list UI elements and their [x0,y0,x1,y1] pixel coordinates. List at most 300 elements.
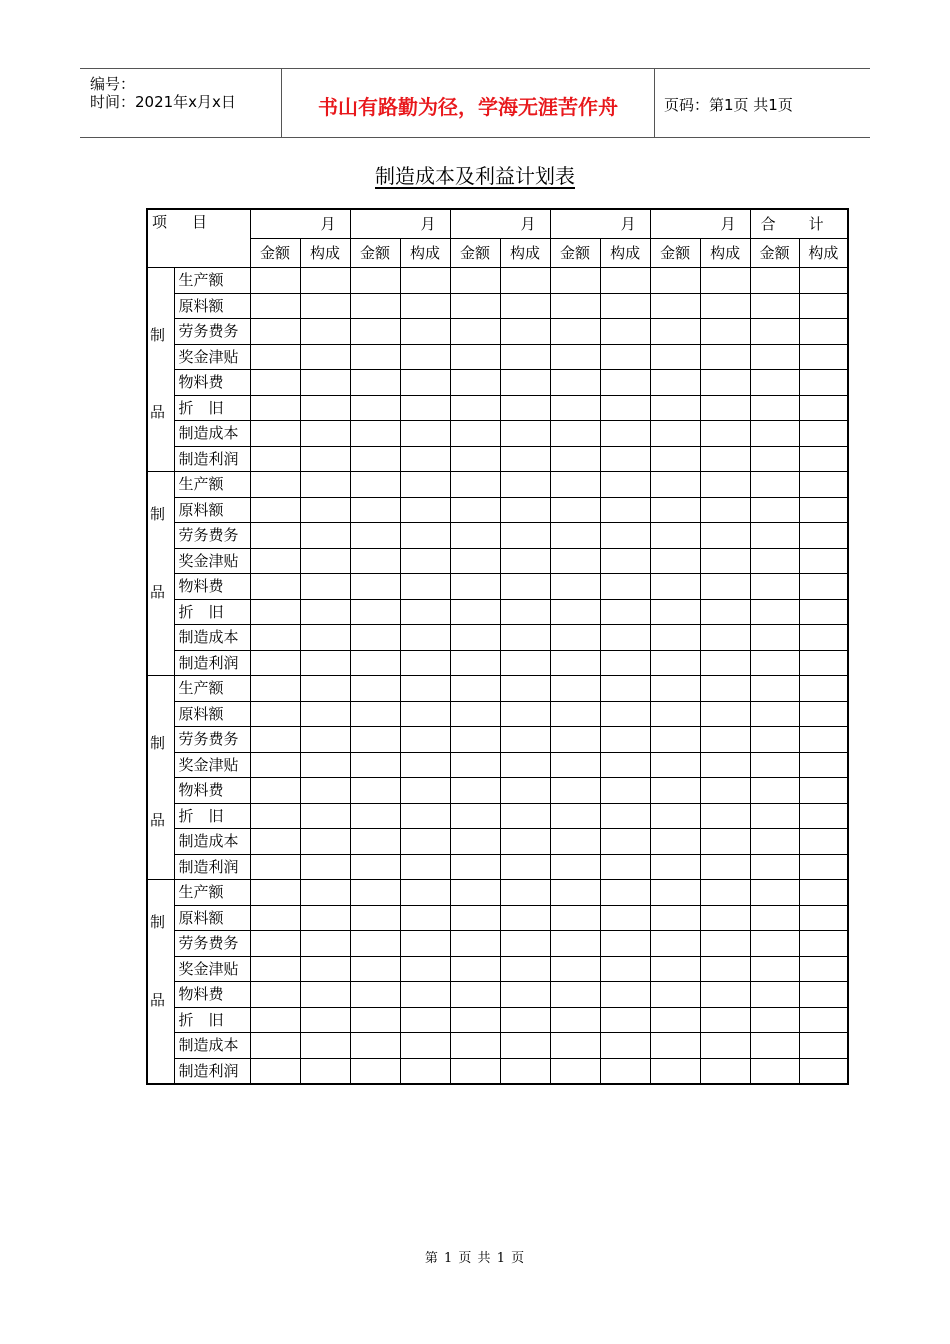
value-cell[interactable] [600,956,650,982]
value-cell[interactable] [450,905,500,931]
value-cell[interactable] [600,829,650,855]
value-cell[interactable] [799,497,848,523]
value-cell[interactable] [250,497,300,523]
value-cell[interactable] [750,446,799,472]
value-cell[interactable] [750,574,799,600]
value-cell[interactable] [450,599,500,625]
value-cell[interactable] [700,752,750,778]
value-cell[interactable] [750,370,799,396]
value-cell[interactable] [500,421,550,447]
value-cell[interactable] [300,676,350,702]
value-cell[interactable] [300,931,350,957]
value-cell[interactable] [350,982,400,1008]
value-cell[interactable] [750,701,799,727]
value-cell[interactable] [700,778,750,804]
value-cell[interactable] [300,982,350,1008]
value-cell[interactable] [700,599,750,625]
value-cell[interactable] [500,701,550,727]
value-cell[interactable] [750,268,799,294]
value-cell[interactable] [799,344,848,370]
value-cell[interactable] [350,472,400,498]
value-cell[interactable] [799,625,848,651]
value-cell[interactable] [500,268,550,294]
value-cell[interactable] [250,854,300,880]
value-cell[interactable] [799,931,848,957]
value-cell[interactable] [700,293,750,319]
value-cell[interactable] [700,905,750,931]
value-cell[interactable] [650,829,700,855]
value-cell[interactable] [650,370,700,396]
value-cell[interactable] [400,344,450,370]
value-cell[interactable] [350,956,400,982]
value-cell[interactable] [400,1058,450,1084]
value-cell[interactable] [500,982,550,1008]
value-cell[interactable] [500,752,550,778]
value-cell[interactable] [650,599,700,625]
value-cell[interactable] [600,293,650,319]
value-cell[interactable] [799,905,848,931]
value-cell[interactable] [400,574,450,600]
value-cell[interactable] [750,293,799,319]
value-cell[interactable] [550,650,600,676]
value-cell[interactable] [350,778,400,804]
value-cell[interactable] [300,319,350,345]
value-cell[interactable] [700,727,750,753]
value-cell[interactable] [550,803,600,829]
value-cell[interactable] [500,523,550,549]
value-cell[interactable] [500,319,550,345]
value-cell[interactable] [350,523,400,549]
value-cell[interactable] [450,778,500,804]
value-cell[interactable] [650,931,700,957]
value-cell[interactable] [799,778,848,804]
value-cell[interactable] [700,344,750,370]
value-cell[interactable] [400,956,450,982]
value-cell[interactable] [550,523,600,549]
value-cell[interactable] [400,982,450,1008]
value-cell[interactable] [250,293,300,319]
value-cell[interactable] [350,599,400,625]
value-cell[interactable] [700,574,750,600]
value-cell[interactable] [450,268,500,294]
value-cell[interactable] [650,701,700,727]
value-cell[interactable] [550,880,600,906]
value-cell[interactable] [600,727,650,753]
value-cell[interactable] [400,370,450,396]
value-cell[interactable] [500,344,550,370]
value-cell[interactable] [350,752,400,778]
value-cell[interactable] [799,421,848,447]
value-cell[interactable] [450,854,500,880]
value-cell[interactable] [650,905,700,931]
value-cell[interactable] [300,1007,350,1033]
value-cell[interactable] [400,319,450,345]
value-cell[interactable] [650,421,700,447]
value-cell[interactable] [799,472,848,498]
value-cell[interactable] [550,548,600,574]
value-cell[interactable] [350,854,400,880]
value-cell[interactable] [250,701,300,727]
value-cell[interactable] [750,803,799,829]
value-cell[interactable] [500,574,550,600]
value-cell[interactable] [650,497,700,523]
value-cell[interactable] [300,727,350,753]
value-cell[interactable] [700,395,750,421]
value-cell[interactable] [300,803,350,829]
value-cell[interactable] [750,676,799,702]
value-cell[interactable] [550,956,600,982]
value-cell[interactable] [600,523,650,549]
value-cell[interactable] [650,956,700,982]
value-cell[interactable] [799,574,848,600]
value-cell[interactable] [500,293,550,319]
value-cell[interactable] [750,752,799,778]
value-cell[interactable] [650,803,700,829]
value-cell[interactable] [550,574,600,600]
value-cell[interactable] [250,956,300,982]
value-cell[interactable] [400,829,450,855]
value-cell[interactable] [600,472,650,498]
value-cell[interactable] [750,344,799,370]
value-cell[interactable] [700,319,750,345]
value-cell[interactable] [750,319,799,345]
value-cell[interactable] [550,727,600,753]
value-cell[interactable] [650,472,700,498]
value-cell[interactable] [350,319,400,345]
value-cell[interactable] [250,421,300,447]
value-cell[interactable] [500,778,550,804]
value-cell[interactable] [700,880,750,906]
value-cell[interactable] [500,650,550,676]
value-cell[interactable] [700,803,750,829]
value-cell[interactable] [400,803,450,829]
value-cell[interactable] [750,727,799,753]
value-cell[interactable] [500,1033,550,1059]
value-cell[interactable] [350,370,400,396]
value-cell[interactable] [250,319,300,345]
value-cell[interactable] [700,497,750,523]
value-cell[interactable] [350,727,400,753]
value-cell[interactable] [550,1058,600,1084]
value-cell[interactable] [500,625,550,651]
value-cell[interactable] [650,1033,700,1059]
value-cell[interactable] [450,752,500,778]
value-cell[interactable] [799,523,848,549]
value-cell[interactable] [799,1007,848,1033]
value-cell[interactable] [550,395,600,421]
value-cell[interactable] [450,727,500,753]
value-cell[interactable] [799,803,848,829]
value-cell[interactable] [400,472,450,498]
value-cell[interactable] [450,676,500,702]
value-cell[interactable] [600,650,650,676]
value-cell[interactable] [350,650,400,676]
value-cell[interactable] [700,956,750,982]
value-cell[interactable] [350,1033,400,1059]
value-cell[interactable] [750,523,799,549]
value-cell[interactable] [650,676,700,702]
value-cell[interactable] [799,293,848,319]
value-cell[interactable] [799,650,848,676]
value-cell[interactable] [250,752,300,778]
value-cell[interactable] [600,931,650,957]
value-cell[interactable] [400,727,450,753]
value-cell[interactable] [450,1007,500,1033]
value-cell[interactable] [700,625,750,651]
value-cell[interactable] [400,523,450,549]
value-cell[interactable] [550,778,600,804]
value-cell[interactable] [750,395,799,421]
value-cell[interactable] [250,1007,300,1033]
value-cell[interactable] [799,548,848,574]
value-cell[interactable] [600,880,650,906]
value-cell[interactable] [700,268,750,294]
value-cell[interactable] [500,370,550,396]
value-cell[interactable] [550,344,600,370]
value-cell[interactable] [799,956,848,982]
value-cell[interactable] [600,701,650,727]
value-cell[interactable] [350,1058,400,1084]
value-cell[interactable] [400,650,450,676]
value-cell[interactable] [250,599,300,625]
value-cell[interactable] [250,574,300,600]
value-cell[interactable] [550,293,600,319]
value-cell[interactable] [350,548,400,574]
value-cell[interactable] [500,599,550,625]
value-cell[interactable] [650,880,700,906]
value-cell[interactable] [350,701,400,727]
value-cell[interactable] [550,931,600,957]
value-cell[interactable] [450,803,500,829]
value-cell[interactable] [799,727,848,753]
value-cell[interactable] [450,421,500,447]
value-cell[interactable] [350,625,400,651]
value-cell[interactable] [550,701,600,727]
value-cell[interactable] [400,1007,450,1033]
value-cell[interactable] [750,1033,799,1059]
value-cell[interactable] [799,829,848,855]
value-cell[interactable] [300,599,350,625]
value-cell[interactable] [350,497,400,523]
value-cell[interactable] [450,982,500,1008]
value-cell[interactable] [600,625,650,651]
value-cell[interactable] [450,880,500,906]
value-cell[interactable] [650,344,700,370]
value-cell[interactable] [350,880,400,906]
value-cell[interactable] [300,472,350,498]
value-cell[interactable] [500,905,550,931]
value-cell[interactable] [700,446,750,472]
value-cell[interactable] [250,803,300,829]
value-cell[interactable] [650,446,700,472]
value-cell[interactable] [700,854,750,880]
value-cell[interactable] [600,1058,650,1084]
value-cell[interactable] [450,395,500,421]
value-cell[interactable] [300,956,350,982]
value-cell[interactable] [400,1033,450,1059]
value-cell[interactable] [600,752,650,778]
value-cell[interactable] [700,1058,750,1084]
value-cell[interactable] [799,880,848,906]
value-cell[interactable] [600,548,650,574]
value-cell[interactable] [650,625,700,651]
value-cell[interactable] [250,931,300,957]
value-cell[interactable] [250,446,300,472]
value-cell[interactable] [300,1033,350,1059]
value-cell[interactable] [250,650,300,676]
value-cell[interactable] [450,446,500,472]
value-cell[interactable] [350,931,400,957]
value-cell[interactable] [650,548,700,574]
value-cell[interactable] [700,472,750,498]
value-cell[interactable] [650,650,700,676]
value-cell[interactable] [550,625,600,651]
value-cell[interactable] [750,778,799,804]
value-cell[interactable] [250,395,300,421]
value-cell[interactable] [350,268,400,294]
value-cell[interactable] [650,727,700,753]
value-cell[interactable] [550,370,600,396]
value-cell[interactable] [750,625,799,651]
value-cell[interactable] [650,1007,700,1033]
value-cell[interactable] [400,905,450,931]
value-cell[interactable] [500,956,550,982]
value-cell[interactable] [600,778,650,804]
value-cell[interactable] [799,701,848,727]
value-cell[interactable] [400,395,450,421]
value-cell[interactable] [600,982,650,1008]
value-cell[interactable] [400,446,450,472]
value-cell[interactable] [799,446,848,472]
value-cell[interactable] [700,548,750,574]
value-cell[interactable] [550,752,600,778]
value-cell[interactable] [450,344,500,370]
value-cell[interactable] [700,1007,750,1033]
value-cell[interactable] [700,523,750,549]
value-cell[interactable] [600,574,650,600]
value-cell[interactable] [400,293,450,319]
value-cell[interactable] [450,625,500,651]
value-cell[interactable] [600,1007,650,1033]
value-cell[interactable] [400,701,450,727]
value-cell[interactable] [700,931,750,957]
value-cell[interactable] [400,854,450,880]
value-cell[interactable] [450,472,500,498]
value-cell[interactable] [500,880,550,906]
value-cell[interactable] [750,931,799,957]
value-cell[interactable] [300,523,350,549]
value-cell[interactable] [450,370,500,396]
value-cell[interactable] [300,268,350,294]
value-cell[interactable] [650,268,700,294]
value-cell[interactable] [450,650,500,676]
value-cell[interactable] [250,982,300,1008]
value-cell[interactable] [300,370,350,396]
value-cell[interactable] [550,497,600,523]
value-cell[interactable] [500,446,550,472]
value-cell[interactable] [750,905,799,931]
value-cell[interactable] [400,599,450,625]
value-cell[interactable] [500,676,550,702]
value-cell[interactable] [350,803,400,829]
value-cell[interactable] [650,395,700,421]
value-cell[interactable] [500,931,550,957]
value-cell[interactable] [400,268,450,294]
value-cell[interactable] [250,880,300,906]
value-cell[interactable] [500,548,550,574]
value-cell[interactable] [450,574,500,600]
value-cell[interactable] [250,676,300,702]
value-cell[interactable] [300,344,350,370]
value-cell[interactable] [300,829,350,855]
value-cell[interactable] [550,1007,600,1033]
value-cell[interactable] [350,905,400,931]
value-cell[interactable] [650,293,700,319]
value-cell[interactable] [600,803,650,829]
value-cell[interactable] [350,829,400,855]
value-cell[interactable] [550,421,600,447]
value-cell[interactable] [500,1007,550,1033]
value-cell[interactable] [300,625,350,651]
value-cell[interactable] [799,395,848,421]
value-cell[interactable] [450,829,500,855]
value-cell[interactable] [250,778,300,804]
value-cell[interactable] [450,523,500,549]
value-cell[interactable] [300,778,350,804]
value-cell[interactable] [400,421,450,447]
value-cell[interactable] [250,829,300,855]
value-cell[interactable] [300,421,350,447]
value-cell[interactable] [600,905,650,931]
value-cell[interactable] [550,319,600,345]
value-cell[interactable] [250,1033,300,1059]
value-cell[interactable] [650,778,700,804]
value-cell[interactable] [550,1033,600,1059]
value-cell[interactable] [300,880,350,906]
value-cell[interactable] [400,497,450,523]
value-cell[interactable] [750,880,799,906]
value-cell[interactable] [550,854,600,880]
value-cell[interactable] [500,854,550,880]
value-cell[interactable] [799,982,848,1008]
value-cell[interactable] [350,1007,400,1033]
value-cell[interactable] [600,446,650,472]
value-cell[interactable] [300,701,350,727]
value-cell[interactable] [400,880,450,906]
value-cell[interactable] [400,625,450,651]
value-cell[interactable] [650,523,700,549]
value-cell[interactable] [600,370,650,396]
value-cell[interactable] [550,472,600,498]
value-cell[interactable] [250,905,300,931]
value-cell[interactable] [600,421,650,447]
value-cell[interactable] [799,1058,848,1084]
value-cell[interactable] [250,268,300,294]
value-cell[interactable] [600,599,650,625]
value-cell[interactable] [750,472,799,498]
value-cell[interactable] [300,1058,350,1084]
value-cell[interactable] [450,1033,500,1059]
value-cell[interactable] [600,676,650,702]
value-cell[interactable] [750,956,799,982]
value-cell[interactable] [799,268,848,294]
value-cell[interactable] [500,803,550,829]
value-cell[interactable] [450,956,500,982]
value-cell[interactable] [650,752,700,778]
value-cell[interactable] [300,395,350,421]
value-cell[interactable] [600,1033,650,1059]
value-cell[interactable] [500,829,550,855]
